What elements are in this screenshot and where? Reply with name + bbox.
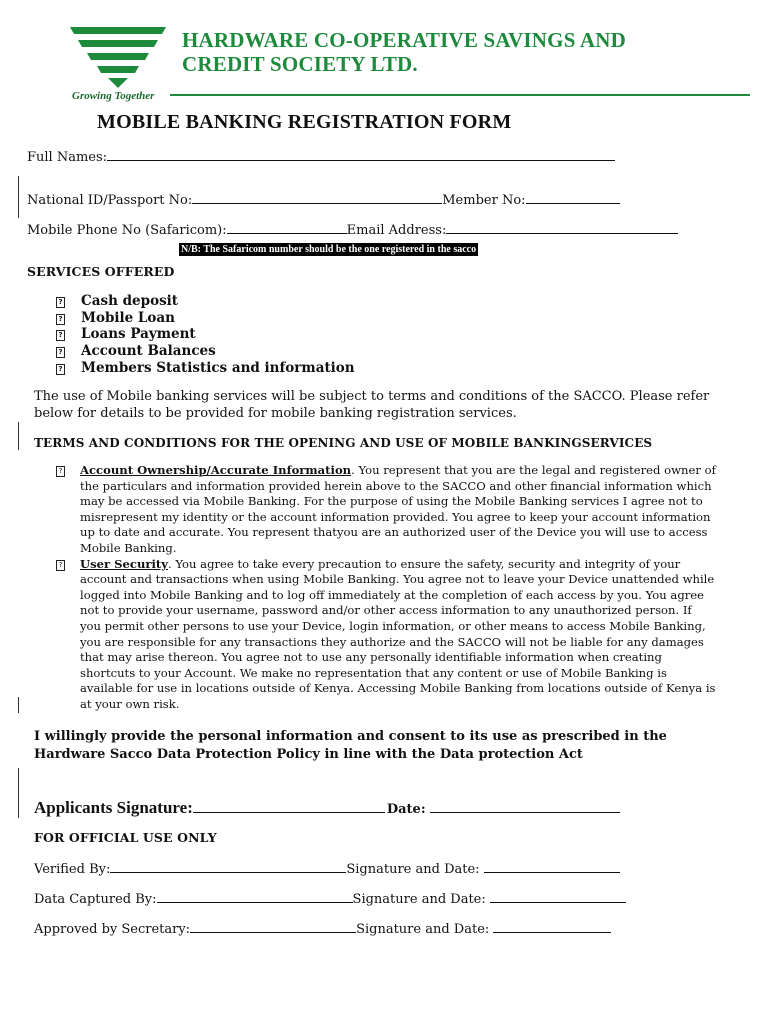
data-captured-by-field[interactable] <box>157 890 353 903</box>
signature-date-label: Signature and Date: <box>352 892 486 907</box>
approved-signature-date-field[interactable] <box>493 920 611 933</box>
data-captured-signature-date-field[interactable] <box>490 890 626 903</box>
member-no-label: Member No: <box>442 193 526 208</box>
email-label: Email Address: <box>346 223 447 238</box>
checkbox-bullet-icon: ? <box>56 364 65 375</box>
national-id-field[interactable] <box>192 191 442 204</box>
services-list <box>56 293 355 376</box>
green-stacked-triangle-logo-icon <box>70 27 166 89</box>
list-item <box>56 293 355 310</box>
margin-bar <box>18 768 19 818</box>
list-item <box>56 557 716 713</box>
mobile-phone-label: Mobile Phone No (Safaricom): <box>27 223 227 238</box>
full-names-label: Full Names: <box>27 150 108 165</box>
signature-row <box>34 798 620 820</box>
approved-by-secretary-field[interactable] <box>190 920 356 933</box>
verified-row <box>34 860 620 878</box>
approved-by-secretary-label: Approved by Secretary: <box>34 922 191 937</box>
applicant-signature-field[interactable] <box>193 798 385 813</box>
margin-bar <box>18 422 19 450</box>
form-title: MOBILE BANKING REGISTRATION FORM <box>97 111 512 133</box>
full-names-row <box>27 148 615 166</box>
full-names-field[interactable] <box>107 148 615 161</box>
term-title: User Security <box>80 556 169 571</box>
email-field[interactable] <box>446 221 678 234</box>
official-use-heading: FOR OFFICIAL USE ONLY <box>34 830 217 845</box>
header-divider <box>170 94 750 96</box>
margin-bar <box>18 697 19 713</box>
service-label: Account Balances <box>81 343 216 360</box>
checkbox-bullet-icon: ? <box>56 314 65 325</box>
data-captured-by-label: Data Captured By: <box>34 892 157 907</box>
tagline: Growing Together <box>72 90 155 102</box>
checkbox-bullet-icon: ? <box>56 466 65 477</box>
signature-date-label: Signature and Date: <box>346 862 480 877</box>
id-member-row <box>27 191 620 209</box>
margin-bar <box>18 176 19 218</box>
checkbox-bullet-icon: ? <box>56 297 65 308</box>
member-no-field[interactable] <box>526 191 620 204</box>
organization-name-line1: HARDWARE CO-OPERATIVE SAVINGS AND <box>182 28 626 52</box>
organization-name-line2: CREDIT SOCIETY LTD. <box>182 52 418 76</box>
national-id-label: National ID/Passport No: <box>27 193 193 208</box>
terms-heading: TERMS AND CONDITIONS FOR THE OPENING AND USE OF MOBILE BANKINGSERVICES <box>34 436 653 450</box>
consent-statement: I willingly provide the personal information and consent to its use as prescribed in the Hardware Sacco Data Protection Policy in line with the Data protection Act <box>34 729 667 762</box>
terms-list <box>56 463 716 713</box>
date-field[interactable] <box>430 798 620 813</box>
checkbox-bullet-icon: ? <box>56 330 65 341</box>
checkbox-bullet-icon: ? <box>56 560 65 571</box>
approved-row <box>34 920 611 938</box>
list-item <box>56 360 355 377</box>
term-body: . You represent that you are the legal and registered owner of the particulars and information provided herein above to the SACCO and other financial information which may be accessed via Mobile Banking. For the purpose of using the Mobile Banking services I agree not to misrepresent my identity or the account information provided. You agree to keep your account information up to date and accurate. You represent thatyou are an authorized user of the Device you will use to access Mobile Banking. <box>80 463 716 555</box>
phone-email-row <box>27 221 678 239</box>
checkbox-bullet-icon: ? <box>56 347 65 358</box>
term-title: Account Ownership/Accurate Information <box>80 463 352 477</box>
intro-paragraph: The use of Mobile banking services will be subject to terms and conditions of the SACCO. Please refer below for details to be provided for mobile banking registration services. <box>34 389 710 421</box>
applicant-signature-label: Applicants Signature: <box>34 798 193 817</box>
term-body: . You agree to take every precaution to ensure the safety, security and integrity of your account and transactions when using Mobile Banking. You agree not to leave your Device unattended while logged into Mobile Banking and to log off immediately at the completion of each access by you. You agree not to provide your username, password and/or other access information to any unauthorized person. If you permit other persons to use your Device, login information, or other means to access Mobile Banking, you are responsible for any transactions they authorize and the SACCO will not be liable for any damages that may arise thereon. You agree not to use any personally identifiable information when creating shortcuts to your Account. We make no representation that any content or use of Mobile Banking is available for use in locations outside of Kenya. Accessing Mobile Banking from locations outside of Kenya is at your own risk. <box>80 556 716 711</box>
mobile-phone-field[interactable] <box>227 221 347 234</box>
organization-name <box>182 28 742 76</box>
verified-by-label: Verified By: <box>34 862 111 877</box>
service-label: Mobile Loan <box>81 309 175 326</box>
safaricom-note: N/B: The Safaricom number should be the one registered in the sacco <box>181 244 477 255</box>
list-item <box>56 326 355 343</box>
signature-date-label: Signature and Date: <box>356 922 490 937</box>
service-label: Members Statistics and information <box>81 359 355 376</box>
services-heading: SERVICES OFFERED <box>27 264 175 279</box>
verified-signature-date-field[interactable] <box>484 860 620 873</box>
date-label: Date: <box>386 802 426 817</box>
service-label: Cash deposit <box>81 293 179 309</box>
list-item <box>56 343 355 360</box>
data-captured-row <box>34 890 626 908</box>
list-item <box>56 463 716 557</box>
list-item <box>56 310 355 327</box>
service-label: Loans Payment <box>81 326 196 343</box>
verified-by-field[interactable] <box>110 860 346 873</box>
